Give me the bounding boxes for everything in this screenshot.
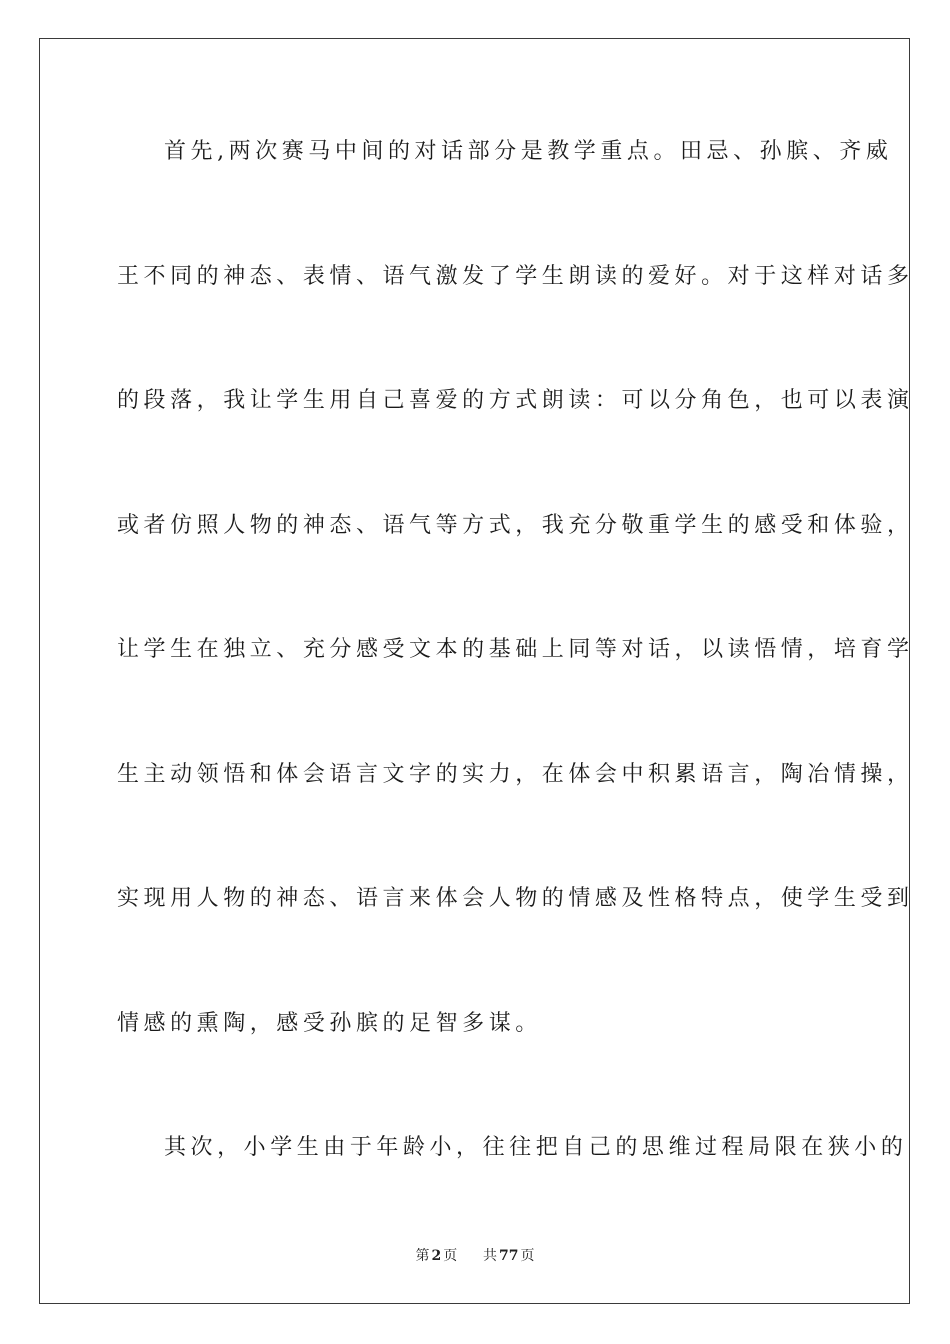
page-footer xyxy=(0,1246,950,1266)
page-suffix: 页 xyxy=(443,1248,458,1264)
total-suffix: 页 xyxy=(520,1248,535,1264)
page-border xyxy=(39,38,910,1304)
paragraph-1-line-6: 生主动领悟和体会语言文字的实力，在体会中积累语言，陶冶情操， xyxy=(117,762,914,787)
page-prefix: 第 xyxy=(415,1248,430,1264)
paragraph-1-line-3: 的段落，我让学生用自己喜爱的方式朗读：可以分角色，也可以表演 xyxy=(117,388,914,413)
paragraph-2-line-1: 其次，小学生由于年龄小，往往把自己的思维过程局限在狭小的 xyxy=(164,1135,908,1160)
paragraph-1-line-2: 王不同的神态、表情、语气激发了学生朗读的爱好。对于这样对话多 xyxy=(117,264,914,289)
paragraph-1-line-8: 情感的熏陶，感受孙膑的足智多谋。 xyxy=(117,1011,542,1036)
page-number: 2 xyxy=(431,1248,442,1264)
page-indicator xyxy=(413,1248,459,1264)
paragraph-1-line-4: 或者仿照人物的神态、语气等方式，我充分敬重学生的感受和体验， xyxy=(117,513,914,538)
paragraph-1-line-5: 让学生在独立、充分感受文本的基础上同等对话，以读悟情，培育学 xyxy=(117,637,914,662)
total-pages: 77 xyxy=(499,1248,519,1264)
paragraph-1-line-7: 实现用人物的神态、语言来体会人物的情感及性格特点，使学生受到 xyxy=(117,886,914,911)
total-prefix: 共 xyxy=(483,1248,498,1264)
paragraph-1-line-1: 首先,两次赛马中间的对话部分是教学重点。田忌、孙膑、齐威 xyxy=(164,139,893,164)
total-pages-indicator xyxy=(481,1248,536,1264)
